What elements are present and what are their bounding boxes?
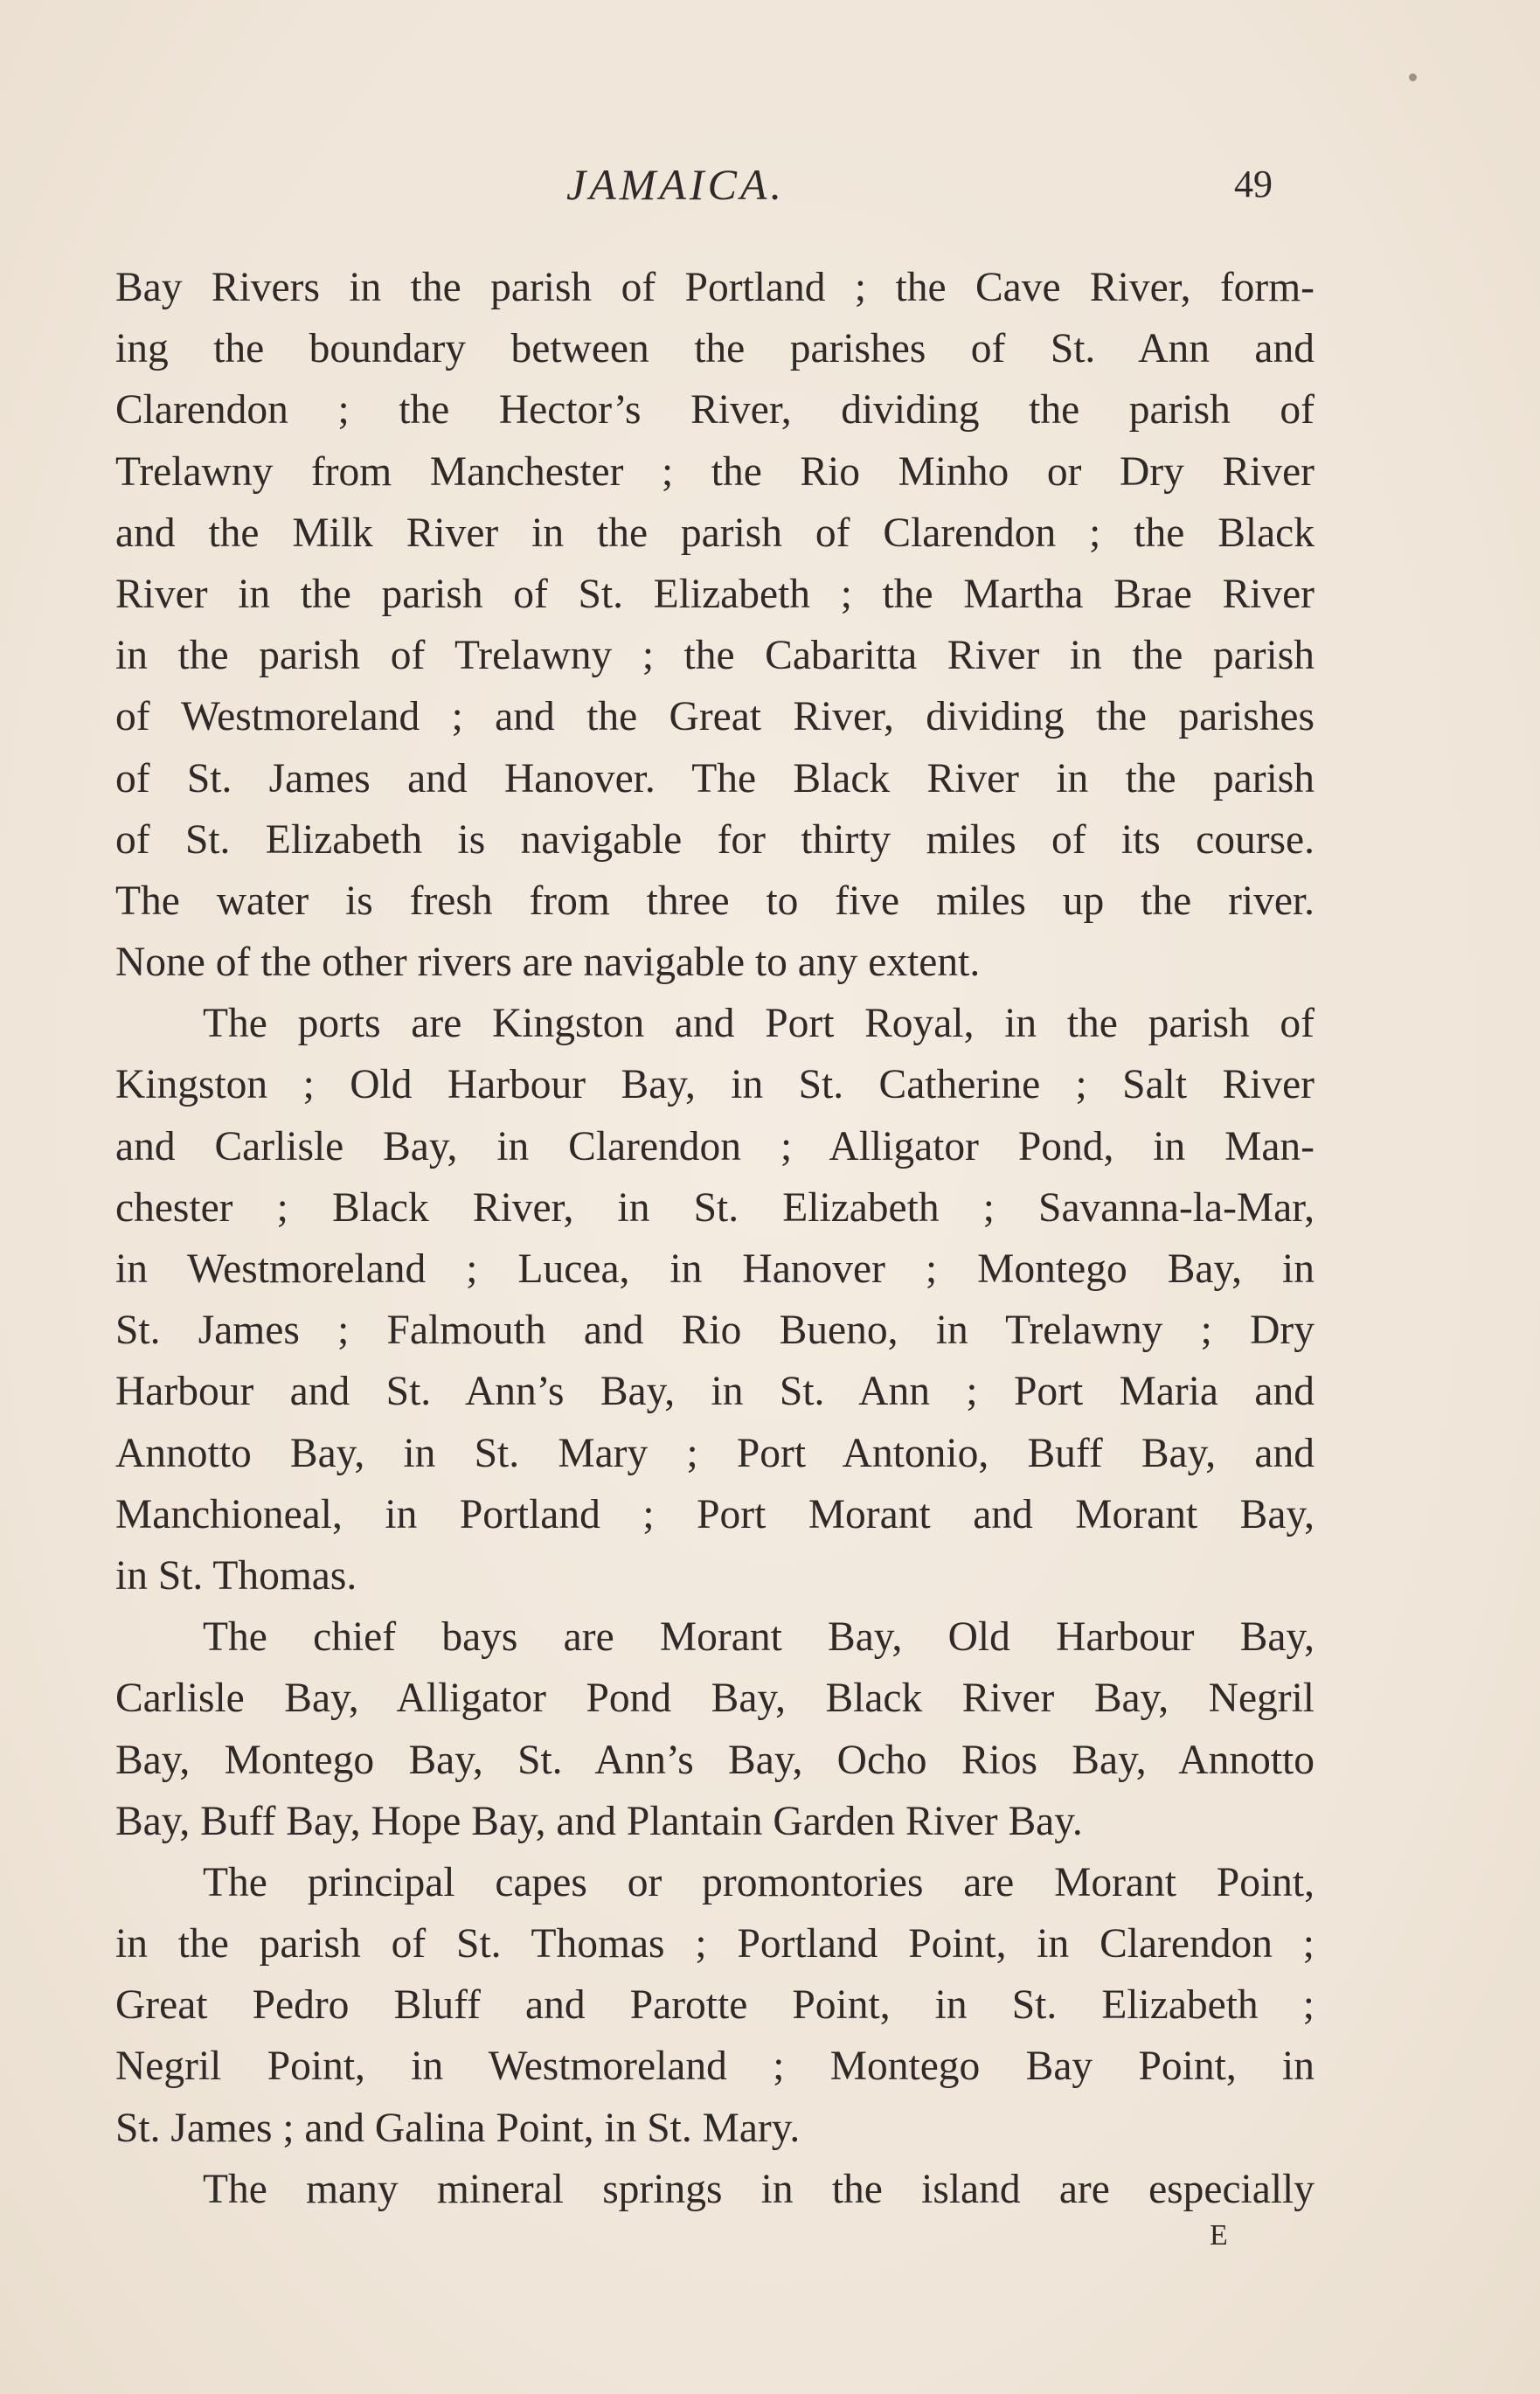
text-line: Harbour and St. Ann’s Bay, in St. Ann ; Port Maria and [115, 1369, 1315, 1415]
page-number: 49 [1234, 163, 1273, 205]
text-line: Great Pedro Bluff and Parotte Point, in St. Elizabeth ; [115, 1982, 1315, 2029]
text-line: River in the parish of St. Elizabeth ; the Martha Brae River [115, 571, 1315, 617]
text-line: Bay Rivers in the parish of Portland ; the Cave River, form- [115, 265, 1315, 310]
text-line: chester ; Black River, in St. Elizabeth ; Savanna-la-Mar, [115, 1184, 1315, 1231]
text-line: St. James ; Falmouth and Rio Bueno, in Trelawny ; Dry [115, 1308, 1315, 1354]
text-line: Carlisle Bay, Alligator Pond Bay, Black River Bay, Negril [115, 1676, 1315, 1722]
text-line: Trelawny from Manchester ; the Rio Minho or Dry River [115, 448, 1315, 495]
text-line: The water is fresh from three to five miles up the river. [115, 878, 1315, 924]
text-line: Bay, Buff Bay, Hope Bay, and Plantain Garden River Bay. [115, 1798, 1083, 1844]
paragraph-start-line: The ports are Kingston and Port Royal, in the parish of [203, 1001, 1315, 1047]
text-line: None of the other rivers are navigable to any extent. [115, 940, 981, 986]
ink-speck [1409, 73, 1417, 81]
text-line: Negril Point, in Westmoreland ; Montego Bay Point, in [115, 2044, 1315, 2090]
text-line: Manchioneal, in Portland ; Port Morant and Morant Bay, [115, 1491, 1315, 1537]
text-line: and Carlisle Bay, in Clarendon ; Alligator Pond, in Man- [115, 1123, 1315, 1169]
running-title: JAMAICA. [566, 160, 785, 209]
signature-mark: E [1210, 2219, 1230, 2252]
text-line: Annotto Bay, in St. Mary ; Port Antonio, Buff Bay, and [115, 1430, 1315, 1476]
text-line: Clarendon ; the Hector’s River, dividing the parish of [115, 387, 1315, 434]
body-text [115, 257, 1315, 2220]
text-line: Kingston ; Old Harbour Bay, in St. Catherine ; Salt River [115, 1062, 1315, 1108]
text-line: of Westmoreland ; and the Great River, dividing the parishes [115, 694, 1315, 740]
text-line: of St. Elizabeth is navigable for thirty miles of its course. [115, 816, 1315, 863]
paragraph-start-line: The chief bays are Morant Bay, Old Harbour Bay, [203, 1614, 1315, 1661]
text-line: in the parish of Trelawny ; the Cabaritta River in the parish [115, 633, 1315, 679]
text-line: Bay, Montego Bay, St. Ann’s Bay, Ocho Rios Bay, Annotto [115, 1737, 1315, 1783]
text-line: in Westmoreland ; Lucea, in Hanover ; Montego Bay, in [115, 1246, 1315, 1292]
text-line: St. James ; and Galina Point, in St. Mary. [115, 2105, 801, 2151]
paragraph-start-line: The many mineral springs in the island are especially [203, 2166, 1315, 2212]
text-line: in St. Thomas. [115, 1552, 357, 1599]
text-line: and the Milk River in the parish of Clarendon ; the Black [115, 510, 1315, 556]
running-head [0, 154, 1540, 215]
paragraph-start-line: The principal capes or promontories are Morant Point, [203, 1859, 1315, 1905]
text-line: ing the boundary between the parishes of St. Ann and [115, 326, 1315, 372]
text-line: of St. James and Hanover. The Black River in the parish [115, 755, 1315, 801]
text-line: in the parish of St. Thomas ; Portland Point, in Clarendon ; [115, 1921, 1315, 1967]
